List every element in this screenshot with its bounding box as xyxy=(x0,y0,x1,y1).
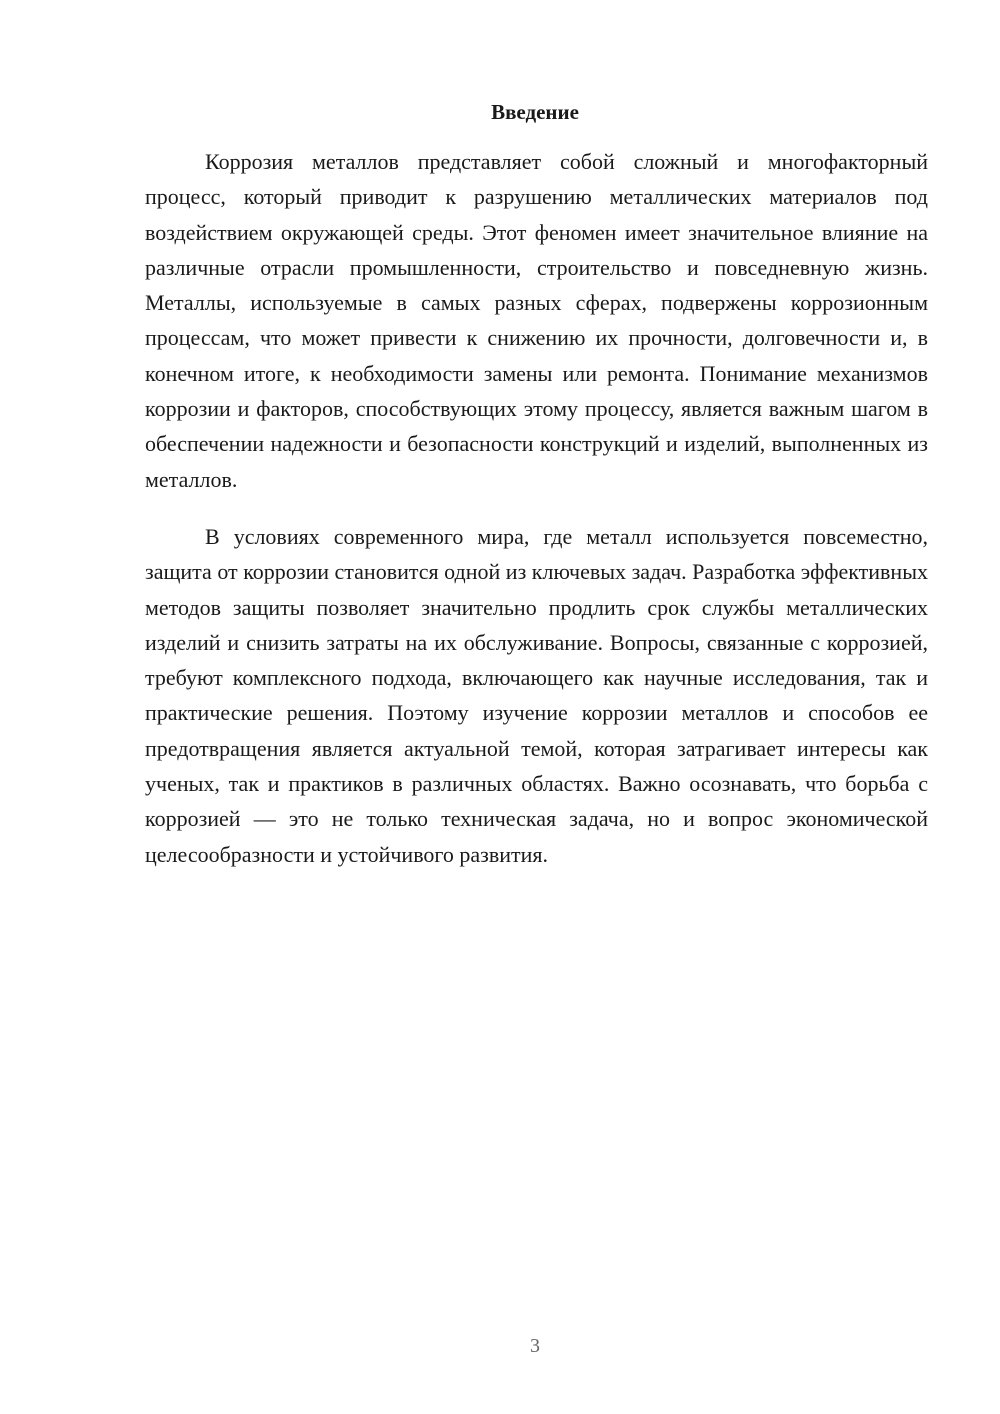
page-title: Введение xyxy=(491,100,579,124)
body-text xyxy=(145,144,928,872)
paragraph-1: Коррозия металлов представляет собой сложный и многофакторный процесс, который приводит к разрушению металлических материалов под воздействием окружающей среды. Этот феномен имеет значительное влияние на различные отрасли промышленности, строительство и повседневную жизнь. Металлы, используемые в самых разных сферах, подвержены коррозионным процессам, что может привести к снижению их прочности, долговечности и, в конечном итоге, к необходимости замены или ремонта. Понимание механизмов коррозии и факторов, способствующих этому процессу, является важным шагом в обеспечении надежности и безопасности конструкций и изделий, выполненных из металлов. xyxy=(145,149,928,492)
paragraph-2: В условиях современного мира, где металл используется повсеместно, защита от коррозии становится одной из ключевых задач. Разработка эффективных методов защиты позволяет значительно продлить срок службы металлических изделий и снизить затраты на их обслуживание. Вопросы, связанные с коррозией, требуют комплексного подхода, включающего как научные исследования, так и практические решения. Поэтому изучение коррозии металлов и способов ее предотвращения является актуальной темой, которая затрагивает интересы как ученых, так и практиков в различных областях. Важно осознавать, что борьба с коррозией — это не только техническая задача, но и вопрос экономической целесообразности и устойчивого развития. xyxy=(145,523,928,867)
page-number: 3 xyxy=(530,1335,540,1357)
